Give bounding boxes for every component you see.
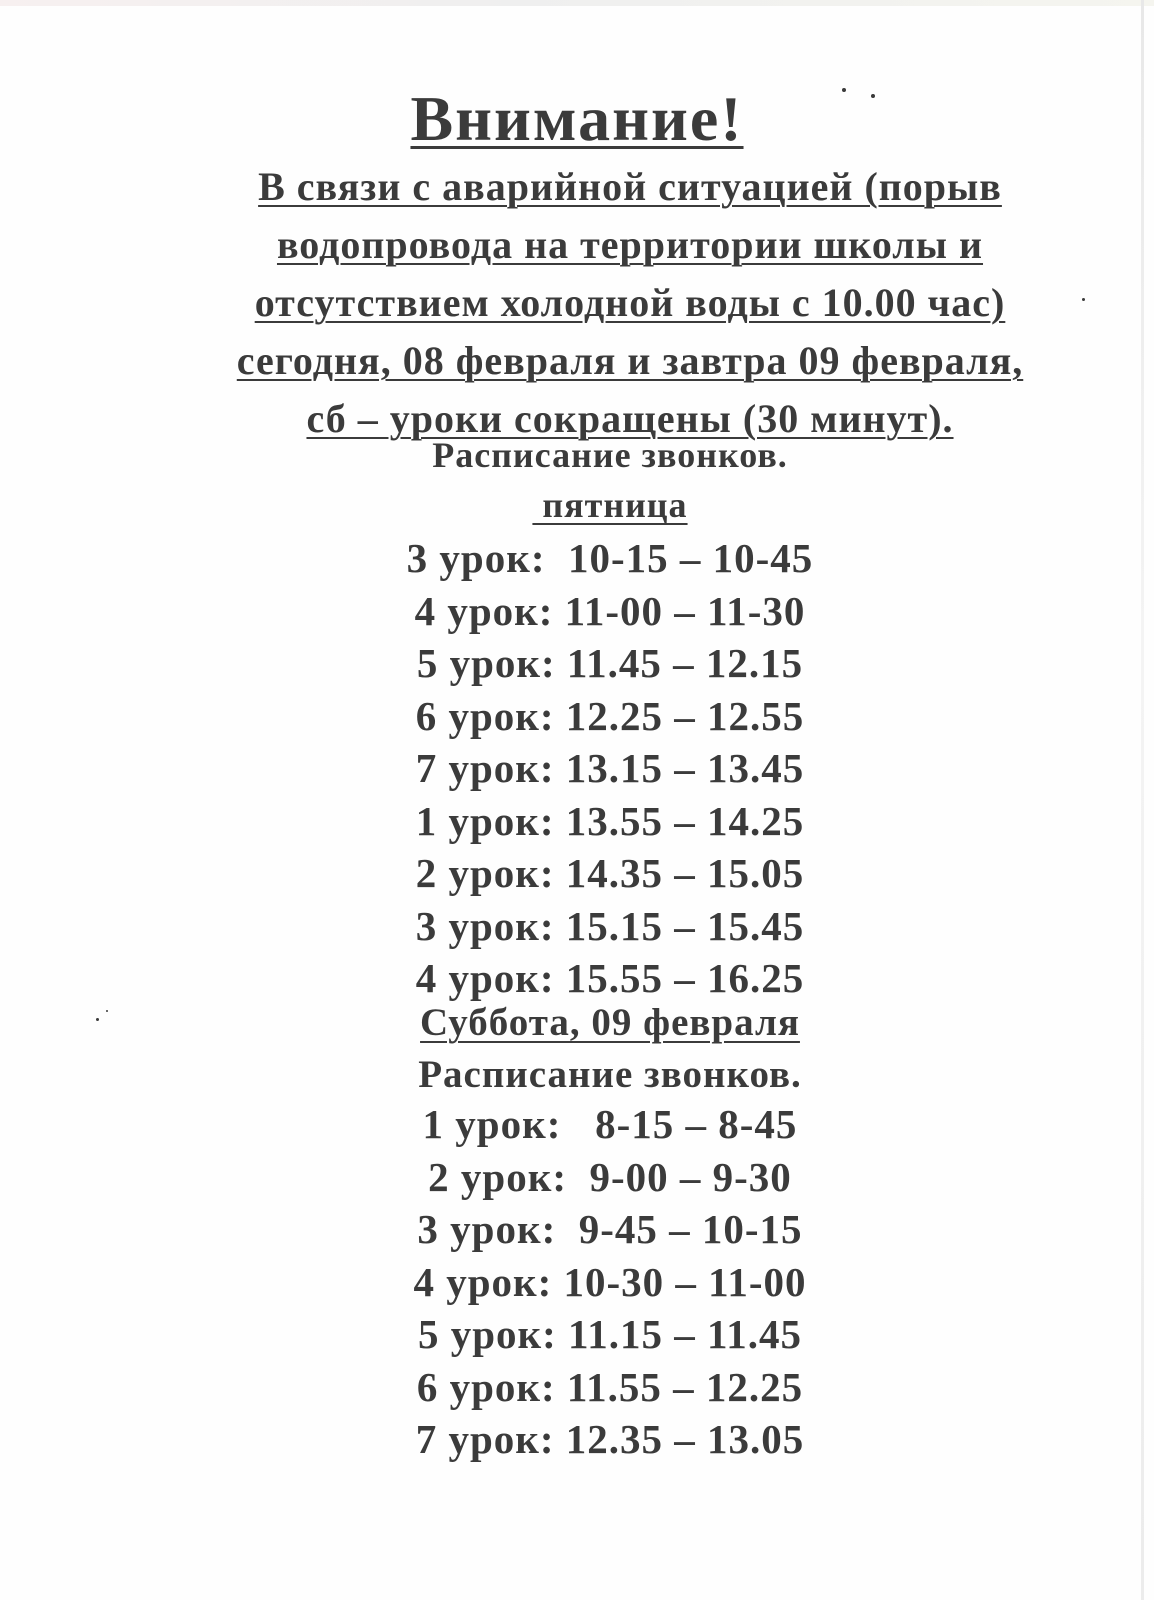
schedule-row: 3 урок: 10-15 – 10-45 xyxy=(406,535,814,581)
saturday-schedule-heading: Расписание звонков. xyxy=(418,1053,802,1096)
saturday-day-label: Суббота, 09 февраля xyxy=(420,1001,800,1044)
schedule-row: 7 урок: 13.15 – 13.45 xyxy=(415,745,805,791)
schedule-row: 6 урок: 11.55 – 12.25 xyxy=(416,1363,804,1410)
saturday-schedule xyxy=(330,1098,890,1466)
schedule-row: 5 урок: 11.45 – 12.15 xyxy=(416,640,804,686)
scan-speck xyxy=(96,1018,99,1021)
schedule-row: 7 урок: 12.35 – 13.05 xyxy=(415,1416,805,1462)
schedule-row: 1 урок: 8-15 – 8-45 xyxy=(422,1101,798,1147)
schedule-row: 4 урок: 11-00 – 11-30 xyxy=(414,587,806,634)
scan-edge-right xyxy=(1141,0,1144,1600)
notice-text xyxy=(150,158,1110,448)
schedule-row: 1 урок: 13.55 – 14.25 xyxy=(415,797,805,844)
schedule-row: 5 урок: 11.15 – 11.45 xyxy=(417,1311,803,1357)
notice-line: сегодня, 08 февраля и завтра 09 февраля, xyxy=(236,338,1024,383)
schedule-row: 4 урок: 15.55 – 16.25 xyxy=(415,955,805,1001)
schedule-row: 3 урок: 15.15 – 15.45 xyxy=(415,902,805,949)
friday-day-label: пятница xyxy=(532,485,688,525)
friday-schedule-heading: Расписание звонков. xyxy=(432,435,788,475)
notice-line: сб – уроки сокращены (30 минут). xyxy=(306,396,954,441)
schedule-row: 2 урок: 14.35 – 15.05 xyxy=(415,850,805,896)
scan-edge-top xyxy=(0,0,1154,6)
schedule-row: 3 урок: 9-45 – 10-15 xyxy=(417,1206,803,1252)
notice-line: В связи с аварийной ситуацией (порыв xyxy=(258,164,1002,209)
schedule-row: 6 урок: 12.25 – 12.55 xyxy=(415,692,805,739)
schedule-row: 4 урок: 10-30 – 11-00 xyxy=(413,1258,807,1305)
notice-line: отсутствием холодной воды с 10.00 час) xyxy=(254,280,1006,325)
friday-schedule xyxy=(330,532,890,1005)
page-title: Внимание! xyxy=(410,83,744,154)
scan-speck xyxy=(106,1010,108,1012)
notice-line: водопровода на территории школы и xyxy=(276,222,984,267)
schedule-row: 2 урок: 9-00 – 9-30 xyxy=(428,1153,792,1200)
